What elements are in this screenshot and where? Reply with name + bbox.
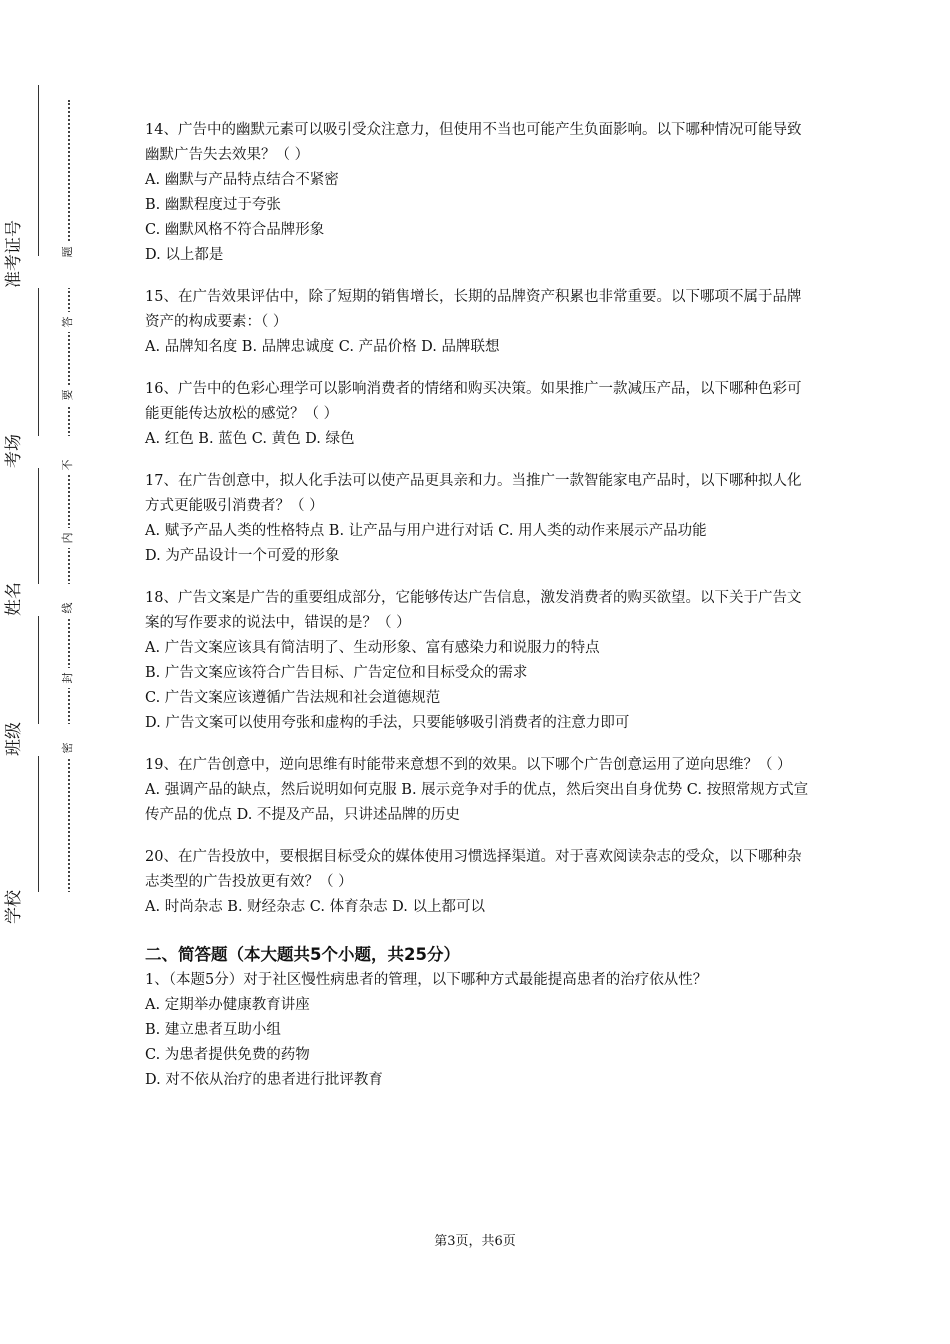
- option: A. 品牌知名度 B. 品牌忠诚度 C. 产品价格 D. 品牌联想: [145, 339, 500, 355]
- question-15: [145, 285, 815, 360]
- seal-dotted-line: [68, 100, 70, 908]
- binding-margin: [0, 0, 120, 1344]
- page-number: 第3页，共6页: [434, 1234, 516, 1249]
- question-text: 17、在广告创意中，拟人化手法可以使产品更具亲和力。当推广一款智能家电产品时，以下哪种拟人化方式更能吸引消费者？（ ）: [145, 473, 802, 514]
- option: B. 幽默程度过于夸张: [145, 197, 281, 213]
- seal-char: 题: [58, 242, 78, 262]
- question-17: [145, 469, 815, 569]
- option: B. 建立患者互助小组: [145, 1022, 281, 1038]
- option: A. 时尚杂志 B. 财经杂志 C. 体育杂志 D. 以上都可以: [145, 899, 486, 915]
- seal-char: 线: [58, 598, 78, 618]
- exam-id-label: 准考证号: [0, 256, 78, 288]
- seal-char: 不: [58, 455, 78, 475]
- seal-char: 封: [58, 668, 78, 688]
- seal-char: 答: [58, 312, 78, 332]
- binding-solid-line: [38, 85, 39, 915]
- question-text: 15、在广告效果评估中，除了短期的销售增长，长期的品牌资产积累也非常重要。以下哪项不属于品牌资产的构成要素：（ ）: [145, 289, 802, 330]
- option: A. 定期举办健康教育讲座: [145, 997, 310, 1013]
- option: A. 幽默与产品特点结合不紧密: [145, 172, 339, 188]
- question-text: 18、广告文案是广告的重要组成部分，它能够传达广告信息，激发消费者的购买欲望。以下关于广告文案的写作要求的说法中，错误的是？（ ）: [145, 590, 802, 631]
- option: C. 幽默风格不符合品牌形象: [145, 222, 325, 238]
- option: C. 广告文案应该遵循广告法规和社会道德规范: [145, 690, 441, 706]
- seal-char: 密: [58, 738, 78, 758]
- option: D. 为产品设计一个可爱的形象: [145, 548, 340, 564]
- seal-char: 内: [58, 528, 78, 548]
- class-label: 班级: [0, 724, 78, 756]
- option: A. 红色 B. 蓝色 C. 黄色 D. 绿色: [145, 431, 355, 447]
- option: A. 赋予产品人类的性格特点 B. 让产品与用户进行对话 C. 用人类的动作来展示产品功能: [145, 523, 707, 539]
- option: A. 广告文案应该具有简洁明了、生动形象、富有感染力和说服力的特点: [145, 640, 600, 656]
- option: D. 广告文案可以使用夸张和虚构的手法，只要能够吸引消费者的注意力即可: [145, 715, 630, 731]
- question-16: [145, 377, 815, 452]
- question-18: [145, 586, 815, 736]
- option: A. 强调产品的缺点，然后说明如何克服 B. 展示竞争对手的优点，然后突出自身优势 C. 按照常规方式宣传产品的优点 D. 不提及产品，只讲述品牌的历史: [145, 782, 809, 823]
- exam-room-label: 考场: [0, 436, 78, 468]
- seal-char: 要: [58, 385, 78, 405]
- name-label: 姓名: [0, 584, 78, 616]
- short-answer-question-1: [145, 968, 815, 1093]
- question-14: [145, 118, 815, 268]
- option: B. 广告文案应该符合广告目标、广告定位和目标受众的需求: [145, 665, 528, 681]
- question-20: [145, 845, 815, 920]
- section-title: 二、简答题（本大题共5个小题，共25分）: [145, 945, 460, 964]
- question-text: 20、在广告投放中，要根据目标受众的媒体使用习惯选择渠道。对于喜欢阅读杂志的受众，以下哪种杂志类型的广告投放更有效？（ ）: [145, 849, 802, 890]
- option: D. 以上都是: [145, 247, 224, 263]
- exam-content: [145, 118, 815, 1110]
- question-text: 14、广告中的幽默元素可以吸引受众注意力，但使用不当也可能产生负面影响。以下哪种情况可能导致幽默广告失去效果？（ ）: [145, 122, 802, 163]
- question-text: 16、广告中的色彩心理学可以影响消费者的情绪和购买决策。如果推广一款减压产品，以下哪种色彩可能更能传达放松的感觉？（ ）: [145, 381, 802, 422]
- question-text: 19、在广告创意中，逆向思维有时能带来意想不到的效果。以下哪个广告创意运用了逆向思维？（ ）: [145, 757, 792, 773]
- option: C. 为患者提供免费的药物: [145, 1047, 310, 1063]
- option: D. 对不依从治疗的患者进行批评教育: [145, 1072, 383, 1088]
- question-19: [145, 753, 815, 828]
- question-text: 1、（本题5分）对于社区慢性病患者的管理，以下哪种方式最能提高患者的治疗依从性？: [145, 972, 708, 988]
- school-label: 学校: [0, 892, 78, 924]
